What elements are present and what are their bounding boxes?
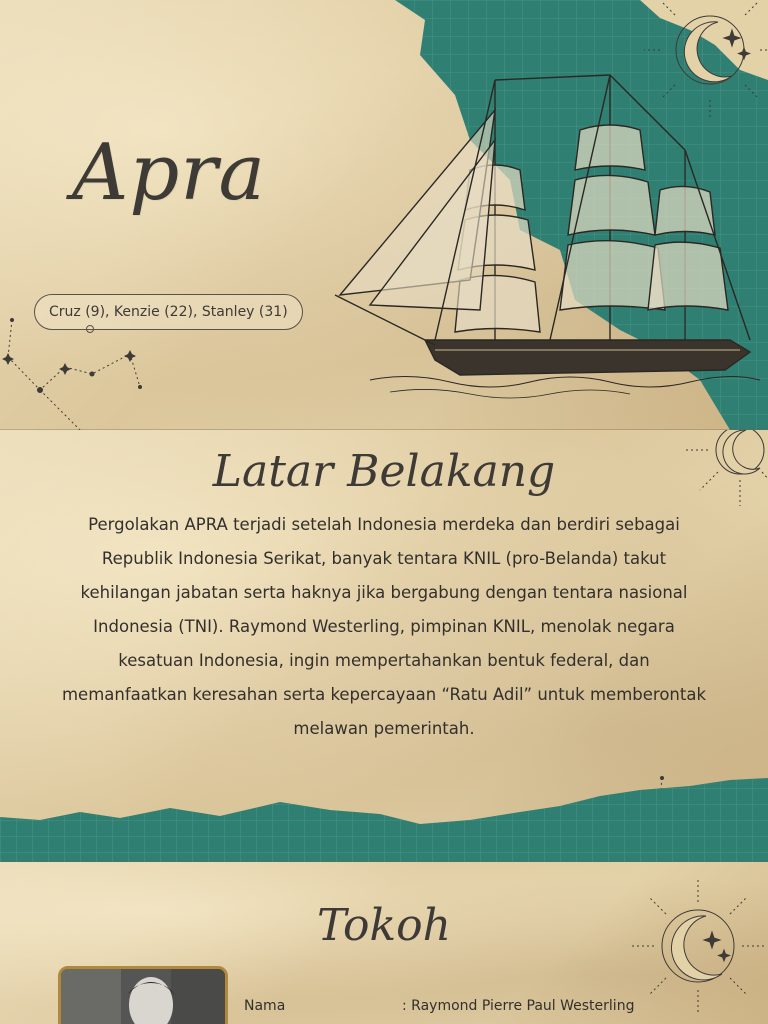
- portrait-silhouette: [61, 969, 225, 1024]
- photo-portrait: [58, 966, 228, 1024]
- constellation-icon: [0, 312, 150, 430]
- teal-torn-strip: [0, 772, 768, 862]
- section-heading: Tokoh: [317, 900, 451, 951]
- info-label-name: Nama: [244, 998, 286, 1014]
- background-slide: [0, 430, 768, 862]
- section-heading: Latar Belakang: [212, 446, 556, 497]
- page-title: Apra: [72, 128, 267, 218]
- info-value-name: : Raymond Pierre Paul Westerling: [402, 998, 635, 1014]
- section-body: Pergolakan APRA terjadi setelah Indonesia merdeka dan berdiri sebagai Republik Indonesia Serikat, banyak tentara KNIL (pro-Belanda) takut kehilangan jabatan serta haknya jika bergabung dengan tentara nasional Indonesia (TNI). Raymond Westerling, pimpinan KNIL, menolak negara kesatuan Indonesia, ingin mempertahankan bentuk federal, dan memanfaatkan keresahan serta kepercayaan “Ratu Adil” untuk memberontak melawan pemerintah.: [61, 515, 707, 738]
- ship-illustration: [330, 70, 768, 410]
- title-slide: [0, 0, 768, 430]
- authors-label: Cruz (9), Kenzie (22), Stanley (31): [34, 294, 303, 330]
- figure-slide: [0, 862, 768, 1024]
- moon-sun-icon: [628, 876, 768, 1016]
